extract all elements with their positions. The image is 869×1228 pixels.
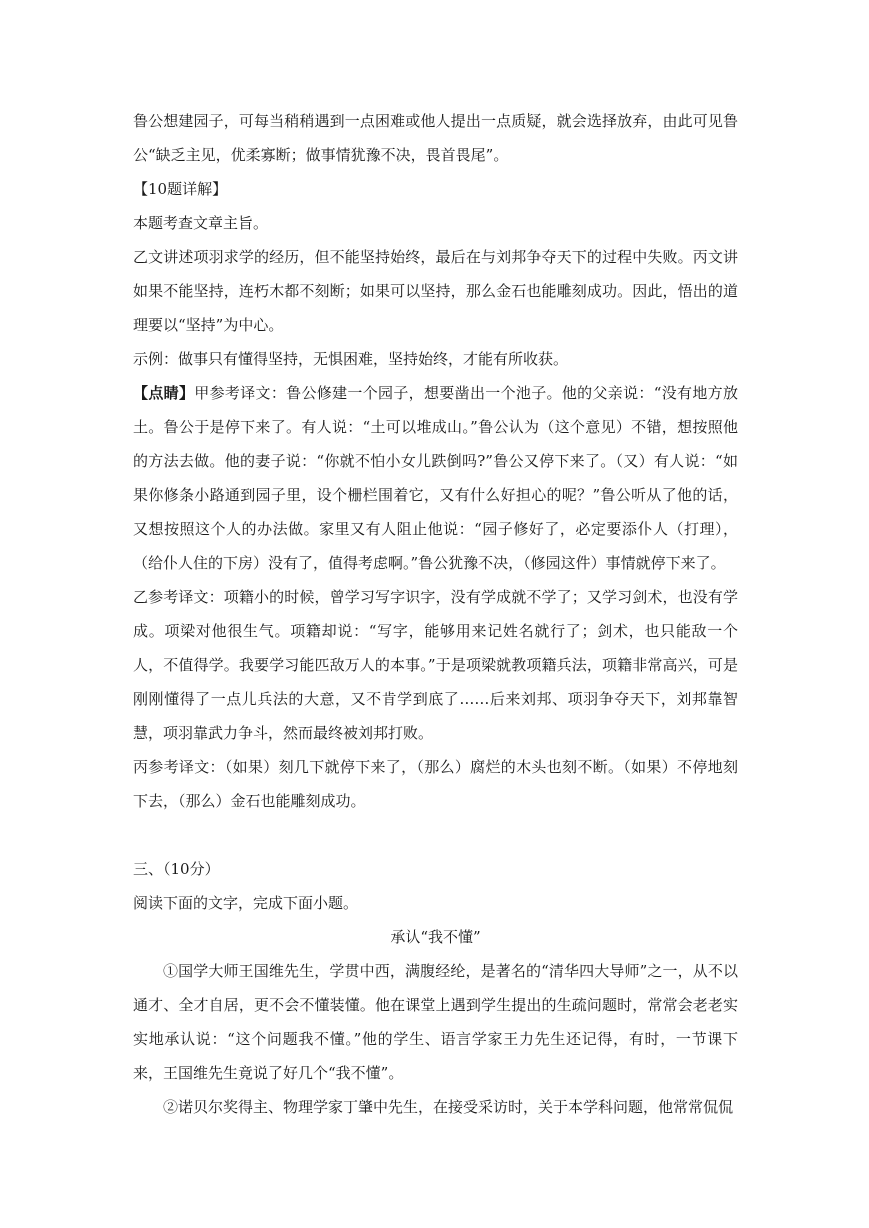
question-10-heading: 【10题详解】 (133, 180, 228, 198)
paragraph-analysis: 乙文讲述项羽求学的经历，但不能坚持始终，最后在与刘邦争夺天下的过程中失败。丙文讲如果不能坚持，连朽木都不刻断；如果可以坚持，那么金石也能雕刻成功。因此，悟出的道理要以“坚持”为中心。 (133, 248, 738, 334)
paragraph-bing-translation: 丙参考译文：（如果）刻几下就停下来了，（那么）腐烂的木头也刻不断。（如果）不停地刻下去，（那么）金石也能雕刻成功。 (133, 758, 738, 810)
jia-translation-text: 甲参考译文：鲁公修建一个园子，想要凿出一个池子。他的父亲说：“没有地方放土。鲁公于是停下来了。有人说：“土可以堆成山。”鲁公认为（这个意见）不错，想按照他的方法去做。他的妻子说：“你就不怕小女儿跌倒吗?”鲁公又停下来了。（又）有人说：“如果你修条小路通到园子里，设个栅栏围着它，又有什么好担心的呢？”鲁公听从了他的话，又想按照这个人的办法做。家里又有人阻止他说：“园子修好了，必定要添仆人（打理），（给仆人住的下房）没有了，值得考虑啊。”鲁公犹豫不决，（修园这件）事情就停下来了。 (133, 384, 738, 572)
article-paragraph-1: ①国学大师王国维先生，学贯中西，满腹经纶，是著名的“清华四大导师”之一，从不以通才、全才自居，更不会不懂装懂。他在课堂上遇到学生提出的生疏问题时，常常会老老实实地承认说：“这个问题我不懂。”他的学生、语言学家王力先生还记得，有时，一节课下来，王国维先生竟说了好几个“我不懂”。 (133, 962, 738, 1082)
section-three-heading: 三、（10分） (133, 860, 220, 878)
article-paragraph-2: ②诺贝尔奖得主、物理学家丁肇中先生，在接受采访时，关于本学科问题，他常常侃侃 (163, 1098, 734, 1116)
dianjing-label: 【点睛】 (133, 384, 195, 402)
paragraph-lu-gong-summary: 鲁公想建园子，可每当稍稍遇到一点困难或他人提出一点质疑，就会选择放弃，由此可见鲁公“缺乏主见，优柔寡断；做事情犹豫不决，畏首畏尾”。 (133, 112, 738, 164)
reading-instruction: 阅读下面的文字，完成下面小题。 (133, 894, 359, 912)
paragraph-example: 示例：做事只有懂得坚持，无惧困难，坚持始终，才能有所收获。 (133, 350, 569, 368)
paragraph-jia-translation (133, 376, 738, 580)
paragraph-yi-translation: 乙参考译文：项籍小的时候，曾学习写字识字，没有学成就不学了；又学习剑术，也没有学成。项梁对他很生气。项籍却说：“写字，能够用来记姓名就行了；剑术，也只能敌一个人，不值得学。我要学习能匹敌万人的本事。”于是项梁就教项籍兵法，项籍非常高兴，可是刚刚懂得了一点儿兵法的大意，又不肯学到底了……后来刘邦、项羽争夺天下，刘邦靠智慧，项羽靠武力争斗，然而最终被刘邦打败。 (133, 588, 738, 742)
article-title: 承认“我不懂” (390, 928, 481, 946)
paragraph-topic: 本题考查文章主旨。 (133, 214, 269, 232)
